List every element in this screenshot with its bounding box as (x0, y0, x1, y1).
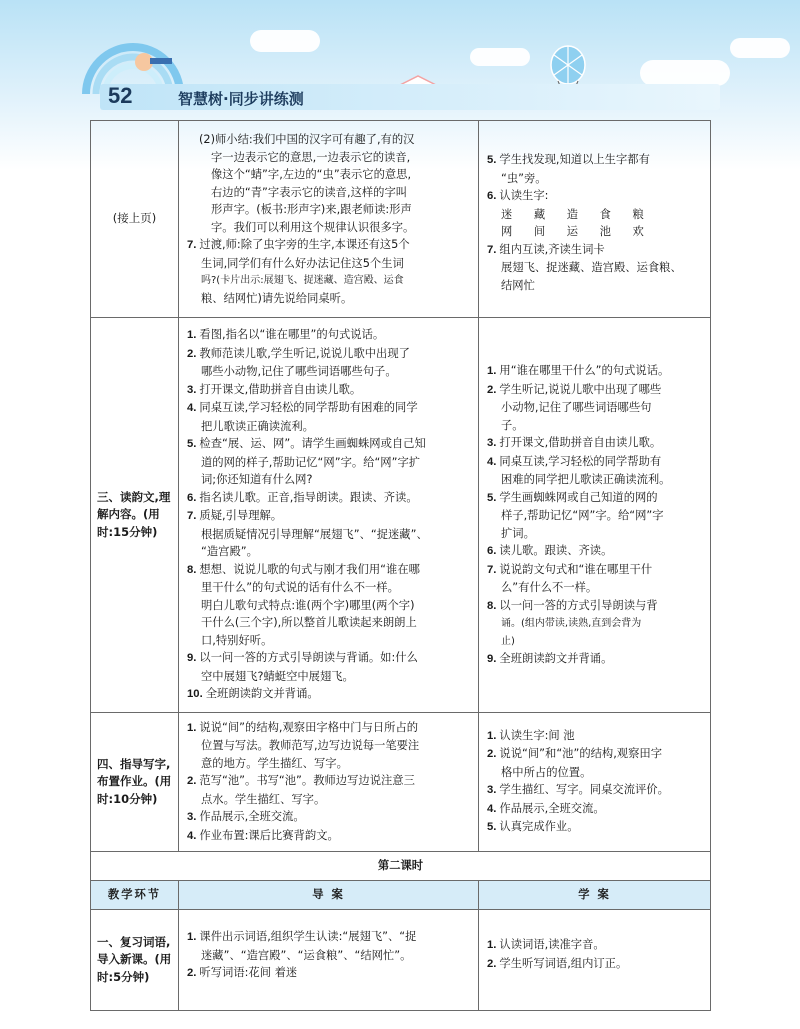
book-title: 智慧树·同步讲练测 (178, 90, 304, 108)
study-cell: 5. 学生找发现,知道以上生字都有 “虫”旁。 6. 认读生字: 迷 藏 造 食 粮 网 间 运 池 欢 7. 组内互读,齐读生词卡 展翅飞、捉迷藏、造宫殿、运食粮、 结网忙 (479, 121, 711, 318)
table-row (91, 712, 711, 852)
guide-cell: 1. 课件出示词语,组织学生认读:“展翅飞”、“捉 迷藏”、“造宫殿”、“运食粮”、“结网忙”。 2. 听写词语:花间 着迷 (179, 910, 479, 1011)
list-item: 6. 读儿歌。跟读、齐读。 (487, 544, 613, 557)
list-item: 4. 同桌互读,学习轻松的同学帮助有困难的同学 (187, 401, 418, 414)
list-item: 9. 全班朗读韵文并背诵。 (487, 652, 613, 665)
cloud-decoration (470, 48, 530, 66)
list-item: 1. 用“谁在哪里干什么”的句式说话。 (487, 364, 670, 377)
list-item: 4. 作业布置:课后比赛背韵文。 (187, 828, 339, 842)
list-item: 2. 学生听记,说说儿歌中出现了哪些 (487, 382, 662, 396)
list-item: 3. 学生描红、写字。同桌交流评价。 (487, 783, 669, 796)
page-number: 52 (108, 83, 133, 108)
guide-line: 字。我们可以利用这个规律认识很多字。 (211, 220, 415, 234)
list-item: 6. 指名读儿歌。正音,指导朗读。跟读、齐读。 (187, 490, 418, 504)
guide-line: 形声字。(板书:形声字)来,跟老师读:形声 (211, 203, 412, 216)
list-item: 7. 质疑,引导理解。 (187, 509, 283, 522)
lesson-plan-table (90, 120, 711, 1011)
list-item: 5. 检查“展、运、网”。请学生画蜘蛛网或自己知 (187, 437, 426, 450)
guide-line: 右边的“青”字表示它的读音,这样的字叫 (211, 185, 408, 199)
list-item: 2. 听写词语:花间 着迷 (187, 966, 298, 979)
column-header-guide: 导 案 (179, 881, 479, 910)
list-item: 5. 学生找发现,知道以上生字都有 (487, 153, 650, 166)
guide-line: 字一边表示它的意思,一边表示它的读音, (211, 150, 411, 164)
column-header-stage: 教学环节 (91, 881, 179, 910)
list-item: 5. 学生画蜘蛛网或自己知道的网的 (487, 490, 658, 504)
list-item: 1. 认读生字:间 池 (487, 728, 575, 742)
table-header-row (91, 881, 711, 910)
guide-cell: (2)师小结:我们中国的汉字可有趣了,有的汉 字一边表示它的意思,一边表示它的读音, 像这个“蜻”字,左边的“虫”表示它的意思, 右边的“青”字表示它的读音,这样的字叫 形声字。(板书:形声字)来,跟老师读:形声 字。我们可以利用这个规律认识很多字。 7. 过渡,师:除了虫字旁的生字,本课还有这5个 生词,同学们有什么好办法记住这5个生词 吗?(卡片出示:展翅飞、捉迷藏、造宫殿、运食 粮、结网忙)请先说给同桌听。 (179, 121, 479, 318)
list-item: 4. 作品展示,全班交流。 (487, 801, 605, 815)
list-item: 3. 打开课文,借助拼音自由读儿歌。 (187, 382, 362, 396)
list-item: 2. 教师范读儿歌,学生听记,说说儿歌中出现了 (187, 346, 410, 360)
guide-cell: 1. 说说“间”的结构,观察田字格中门与日所占的 位置与写法。教师范写,边写边说每一笔要注 意的地方。学生描红、写字。 2. 范写“池”。书写“池”。教师边写边说注意三 点水。学生描红、写字。 3. 作品展示,全班交流。 4. 作业布置:课后比赛背韵文。 (179, 712, 479, 852)
list-item: 1. 课件出示词语,组织学生认读:“展翅飞”、“捉 (187, 930, 417, 943)
list-item: 10. 全班朗读韵文并背诵。 (187, 687, 319, 700)
table-row (91, 318, 711, 713)
list-item: 2. 说说“间”和“池”的结构,观察田字 (487, 747, 662, 760)
list-item: 3. 打开课文,借助拼音自由读儿歌。 (487, 436, 662, 449)
stage-label: 一、复习词语,导入新课。(用时:5分钟) (91, 910, 179, 1011)
table-row (91, 852, 711, 881)
study-cell: 1. 认读生字:间 池 2. 说说“间”和“池”的结构,观察田字 格中所占的位置。 3. 学生描红、写字。同桌交流评价。 4. 作品展示,全班交流。 5. 认真完成作业。 (479, 712, 711, 852)
list-item: 1. 看图,指名以“谁在哪里”的句式说话。 (187, 328, 385, 341)
list-item: 1. 认读词语,读准字音。 (487, 938, 605, 951)
study-cell: 1. 用“谁在哪里干什么”的句式说话。 2. 学生听记,说说儿歌中出现了哪些 小动物,记住了哪些词语哪些句 子。 3. 打开课文,借助拼音自由读儿歌。 4. 同桌互读,学习轻松的同学帮助有 困难的同学把儿歌读正确读流利。 5. 学生画蜘蛛网或自己知道的网的 样子,帮助记忆“网”字。给“网”字 扩词。 6. 读儿歌。跟读、齐读。 7. 说说韵文句式和“谁在哪里干什 么”有什么不一样。 8. 以一问一答的方式引导朗读与背 诵。(组内带读,读熟,直到会背为 止) 9. 全班朗读韵文并背诵。 (479, 318, 711, 713)
cloud-decoration (730, 38, 790, 58)
list-item: 7. 组内互读,齐读生词卡 (487, 242, 605, 256)
list-item: 5. 认真完成作业。 (487, 820, 579, 833)
list-item: 7. 过渡,师:除了虫字旁的生字,本课还有这5个 (187, 238, 410, 251)
list-item: 6. 认读生字: (487, 189, 549, 202)
guide-line: 像这个“蜻”字,左边的“虫”表示它的意思, (211, 168, 412, 181)
list-item: 2. 学生听写词语,组内订正。 (487, 956, 628, 970)
guide-cell: 1. 看图,指名以“谁在哪里”的句式说话。 2. 教师范读儿歌,学生听记,说说儿歌中出现了 哪些小动物,记住了哪些词语哪些句子。 3. 打开课文,借助拼音自由读儿歌。 4. 同桌互读,学习轻松的同学帮助有困难的同学 把儿歌读正确读流利。 5. 检查“展、运、网”。请学生画蜘蛛网或自己知 道的网的样子,帮助记忆“网”字。给“网”字扩 词;你还知道有什么网? 6. 指名读儿歌。正音,指导朗读。跟读、齐读。 7. 质疑,引导理解。 根据质疑情况引导理解“展翅飞”、“捉迷藏”、 “造宫殿”。 8. 想想、说说儿歌的句式与刚才我们用“谁在哪 里干什么”的句式说的话有什么不一样。 明白儿歌句式特点:谁(两个字)哪里(两个字) 干什么(三个字),所以整首儿歌读起来朗朗上 口,特别好听。 9. 以一问一答的方式引导朗读与背诵。如:什么 空中展翅飞?蜻蜓空中展翅飞。 10. 全班朗读韵文并背诵。 (179, 318, 479, 713)
list-item: 7. 说说韵文句式和“谁在哪里干什 (487, 562, 653, 576)
list-item: 1. 说说“间”的结构,观察田字格中门与日所占的 (187, 720, 419, 734)
list-item: 8. 想想、说说儿歌的句式与刚才我们用“谁在哪 (187, 562, 420, 576)
list-item: 2. 范写“池”。书写“池”。教师边写边说注意三 (187, 774, 415, 787)
list-item: 3. 作品展示,全班交流。 (187, 810, 305, 823)
stage-label: (接上页) (91, 121, 179, 318)
session-title: 第二课时 (91, 852, 711, 881)
column-header-study: 学 案 (479, 881, 711, 910)
cloud-decoration (640, 60, 730, 86)
study-cell (479, 910, 711, 1011)
list-item: 8. 以一问一答的方式引导朗读与背 (487, 598, 658, 612)
cloud-decoration (250, 30, 320, 52)
stage-label: 三、读韵文,理解内容。(用时:15分钟) (91, 318, 179, 713)
list-item: 4. 同桌互读,学习轻松的同学帮助有 (487, 454, 662, 468)
guide-line: (2)师小结:我们中国的汉字可有趣了,有的汉 (199, 133, 415, 146)
stage-label: 四、指导写字,布置作业。(用时:10分钟) (91, 712, 179, 852)
table-row (91, 121, 711, 318)
table-row (91, 910, 711, 1011)
list-item: 9. 以一问一答的方式引导朗读与背诵。如:什么 (187, 651, 418, 664)
